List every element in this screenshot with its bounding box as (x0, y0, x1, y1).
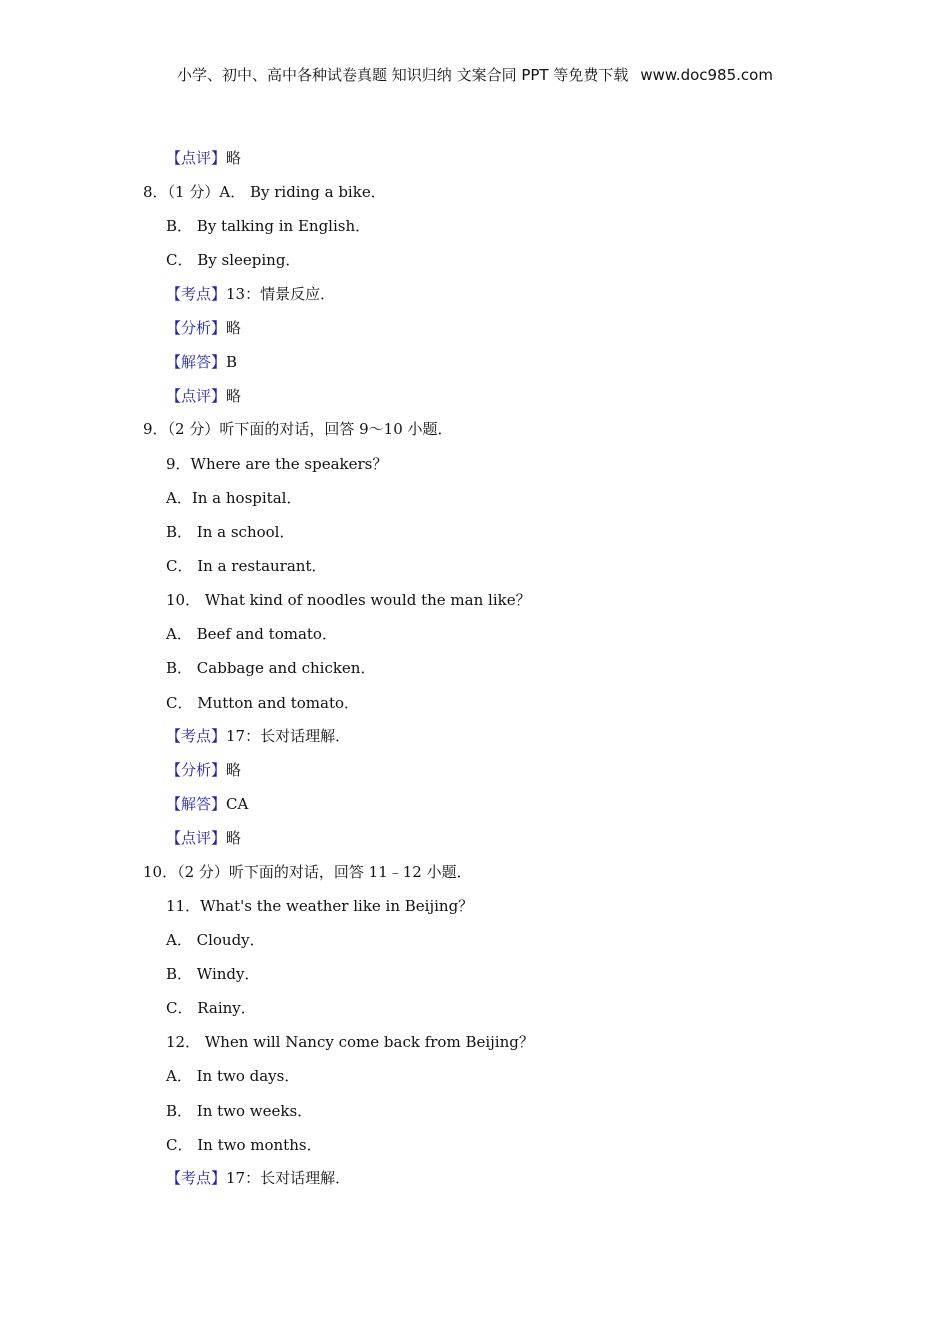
option-line: 9．Where are the speakers？ (166, 455, 388, 473)
analysis-label: 【点评】 (166, 149, 227, 167)
analysis-text: 17：长对话理解． (226, 727, 351, 745)
analysis-line (166, 318, 241, 338)
option-line: B． Windy． (166, 965, 260, 983)
analysis-text: 17：长对话理解． (226, 1169, 351, 1187)
page-header (0, 64, 950, 85)
analysis-line (166, 386, 241, 406)
analysis-line (166, 794, 248, 814)
analysis-label: 【解答】 (166, 795, 227, 813)
analysis-line (166, 284, 335, 304)
option-line: 11．What's the weather like in Beijing？ (166, 897, 474, 915)
analysis-text: CA (226, 795, 249, 813)
option-line: 12． When will Nancy come back from Beijing？ (166, 1033, 534, 1051)
analysis-text: B (226, 353, 238, 371)
analysis-line (166, 352, 237, 372)
option-line: 10． What kind of noodles would the man like？ (166, 591, 531, 609)
analysis-label: 【考点】 (166, 1169, 227, 1187)
option-line: C． By sleeping． (166, 251, 301, 269)
option-line: B． Cabbage and chicken． (166, 659, 376, 677)
option-line: C． In two months． (166, 1136, 322, 1154)
analysis-label: 【点评】 (166, 387, 227, 405)
option-line: C． Rainy． (166, 999, 256, 1017)
option-line: B． By talking in English． (166, 217, 371, 235)
question-line: 8．（1 分）A． By riding a bike． (143, 183, 386, 201)
header-text: 小学、初中、高中各种试卷真题 知识归纳 文案合同 PPT 等免费下载 (177, 66, 629, 84)
analysis-text: 略 (226, 319, 242, 337)
option-line: B． In a school． (166, 523, 295, 541)
option-line: A． Cloudy． (166, 931, 265, 949)
analysis-label: 【解答】 (166, 353, 227, 371)
analysis-label: 【考点】 (166, 285, 227, 303)
analysis-line (166, 760, 241, 780)
option-line: A． In two days． (166, 1067, 300, 1085)
option-line: A．In a hospital． (166, 489, 302, 507)
question-line: 9．（2 分）听下面的对话，回答 9～10 小题． (143, 420, 453, 438)
option-line: C． In a restaurant． (166, 557, 327, 575)
analysis-label: 【分析】 (166, 319, 227, 337)
option-line: C． Mutton and tomato． (166, 694, 360, 712)
option-line: A． Beef and tomato． (166, 625, 337, 643)
analysis-line (166, 1168, 350, 1188)
analysis-text: 略 (226, 387, 242, 405)
question-line: 10．（2 分）听下面的对话，回答 11﹣12 小题． (143, 863, 472, 881)
analysis-text: 略 (226, 149, 242, 167)
analysis-label: 【点评】 (166, 829, 227, 847)
analysis-line (166, 726, 350, 746)
analysis-label: 【分析】 (166, 761, 227, 779)
header-site: www.doc985.com (640, 66, 773, 84)
option-line: B． In two weeks． (166, 1102, 313, 1120)
analysis-line (166, 148, 241, 168)
analysis-label: 【考点】 (166, 727, 227, 745)
analysis-line (166, 828, 241, 848)
analysis-text: 13：情景反应． (226, 285, 336, 303)
analysis-text: 略 (226, 829, 242, 847)
analysis-text: 略 (226, 761, 242, 779)
